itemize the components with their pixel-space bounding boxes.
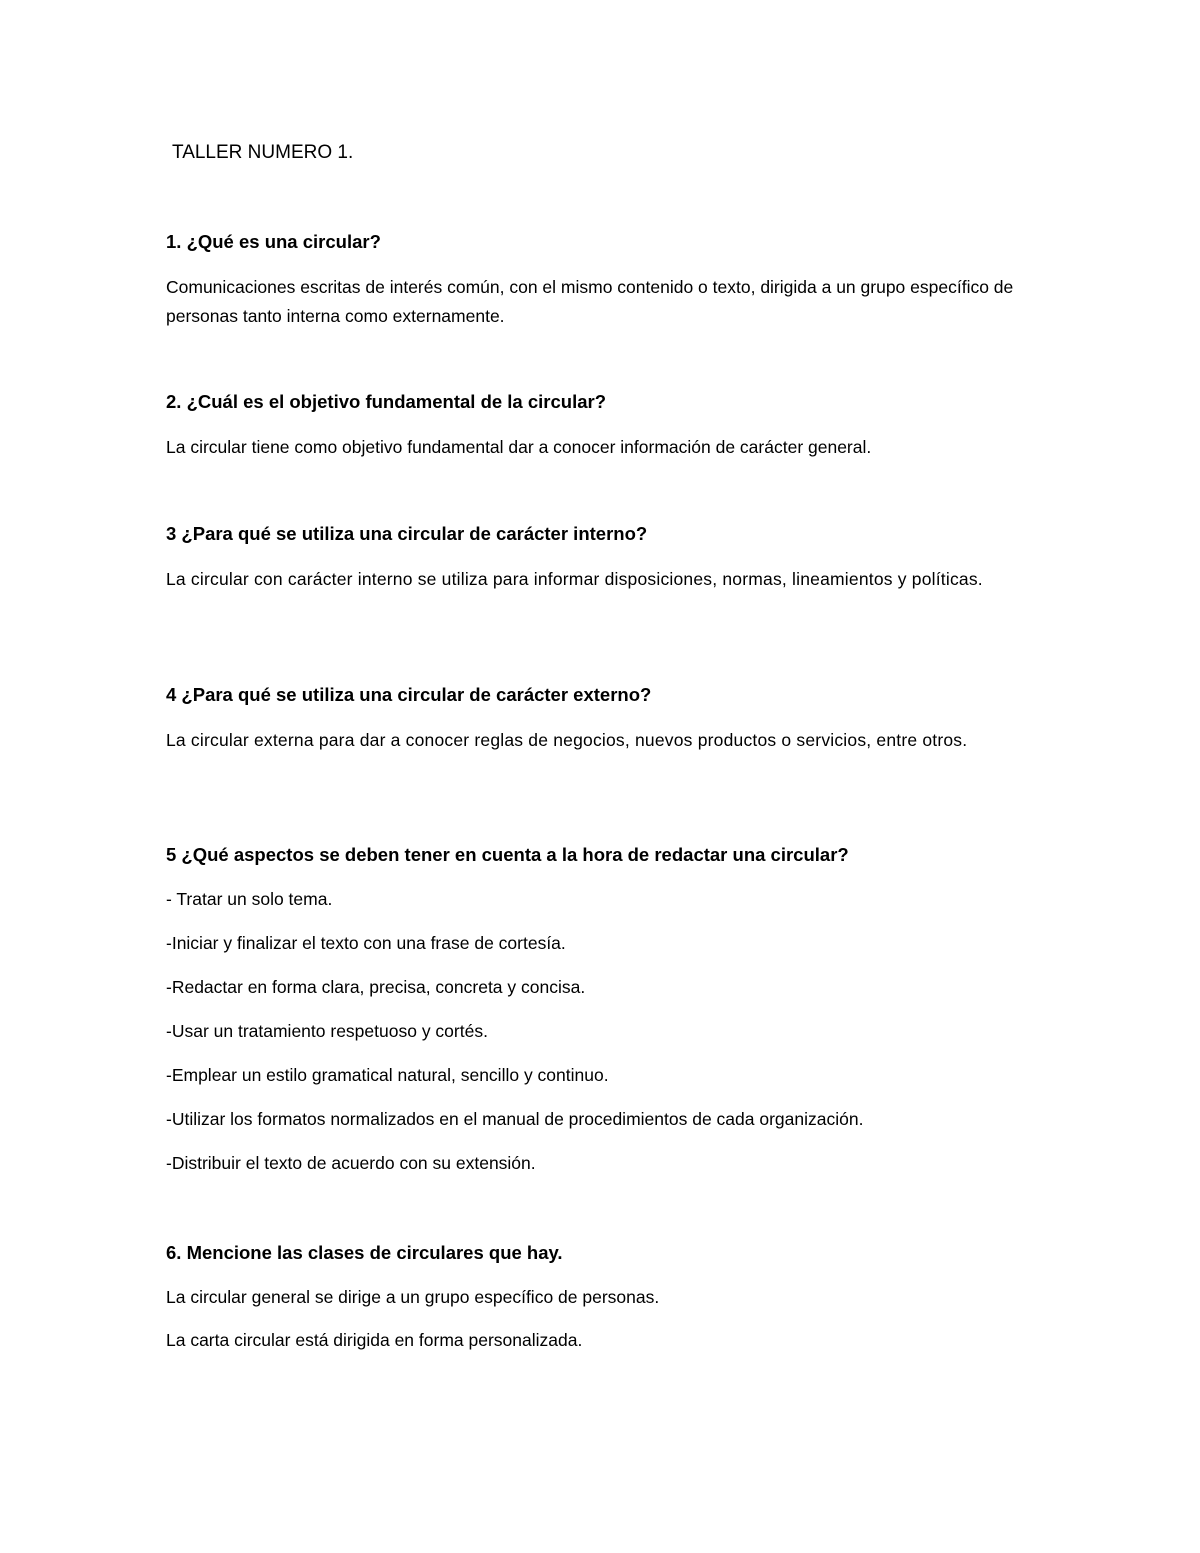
paragraph: La carta circular está dirigida en forma personalizada. xyxy=(166,1330,583,1350)
list-item: -Emplear un estilo gramatical natural, sencillo y continuo. xyxy=(166,1065,609,1085)
section-4 xyxy=(166,682,1032,755)
question-4: 4 ¿Para qué se utiliza una circular de carácter externo? xyxy=(166,684,652,705)
question-6: 6. Mencione las clases de circulares que hay. xyxy=(166,1242,563,1263)
paragraph: La circular general se dirige a un grupo específico de personas. xyxy=(166,1287,660,1307)
list-item: -Iniciar y finalizar el texto con una frase de cortesía. xyxy=(166,933,566,953)
list-item: -Distribuir el texto de acuerdo con su extensión. xyxy=(166,1153,536,1173)
answer-1: Comunicaciones escritas de interés común, con el mismo contenido o texto, dirigida a un grupo específico de personas tanto interna como externamente. xyxy=(166,277,1014,326)
list-item: -Redactar en forma clara, precisa, concreta y concisa. xyxy=(166,977,586,997)
question-3: 3 ¿Para qué se utiliza una circular de carácter interno? xyxy=(166,523,648,544)
list-item: - Tratar un solo tema. xyxy=(166,889,333,909)
section-1 xyxy=(166,229,1032,331)
answer-2: La circular tiene como objetivo fundamental dar a conocer información de carácter general. xyxy=(166,437,872,457)
section-6 xyxy=(166,1240,1032,1370)
answer-4: La circular externa para dar a conocer reglas de negocios, nuevos productos o servicios, entre otros. xyxy=(166,730,968,750)
answer-3: La circular con carácter interno se utiliza para informar disposiciones, normas, lineamientos y políticas. xyxy=(166,569,983,589)
question-2: 2. ¿Cuál es el objetivo fundamental de la circular? xyxy=(166,391,607,412)
section-2 xyxy=(166,389,1032,462)
document-title: TALLER NUMERO 1. xyxy=(172,142,354,163)
question-1: 1. ¿Qué es una circular? xyxy=(166,231,381,252)
question-5: 5 ¿Qué aspectos se deben tener en cuenta a la hora de redactar una circular? xyxy=(166,844,849,865)
list-item: -Usar un tratamiento respetuoso y cortés. xyxy=(166,1021,488,1041)
list-item: -Utilizar los formatos normalizados en el manual de procedimientos de cada organización. xyxy=(166,1109,864,1129)
section-3 xyxy=(166,521,1032,594)
section-5 xyxy=(166,842,1032,1194)
